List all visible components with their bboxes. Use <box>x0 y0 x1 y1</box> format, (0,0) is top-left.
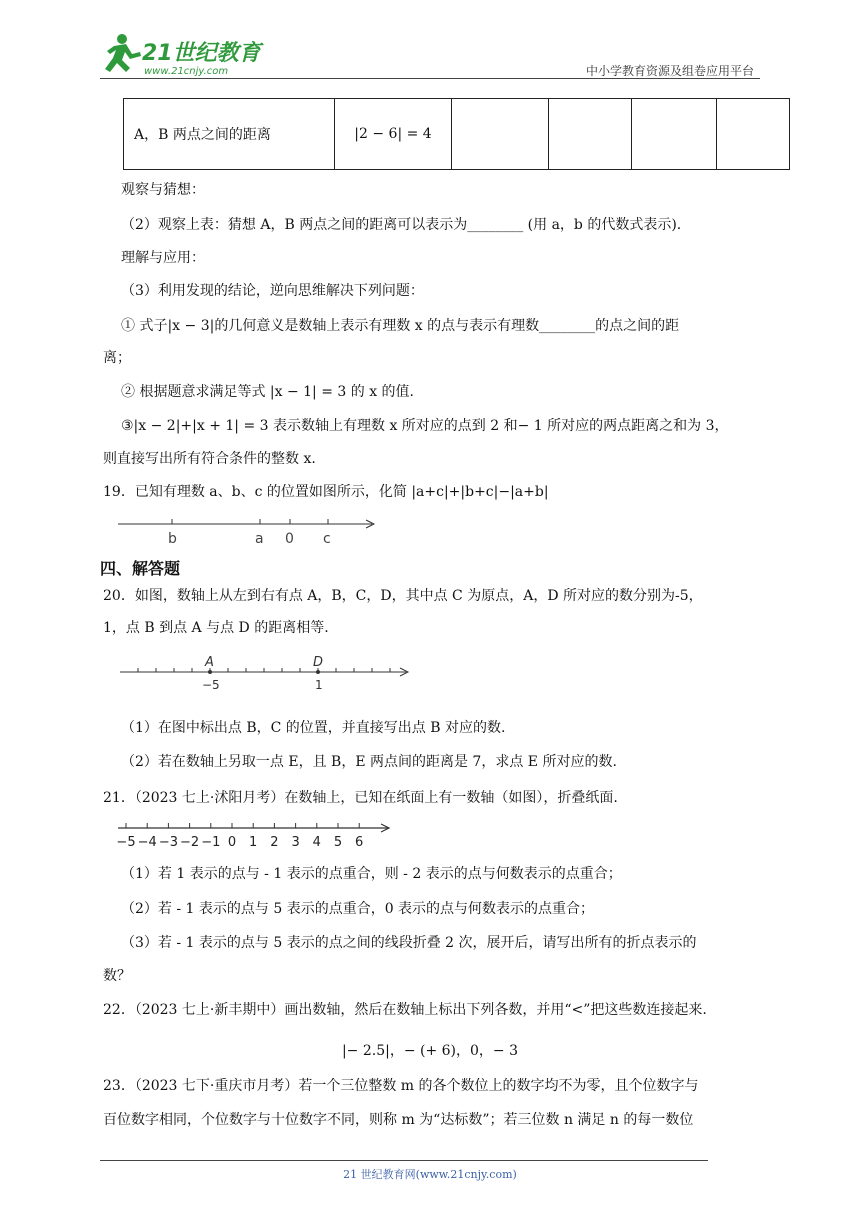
table-cell-value: |2 − 6| = 4 <box>335 99 452 170</box>
tick-label: 0 <box>227 835 237 850</box>
question-21-3-cont: 数？ <box>103 968 131 984</box>
table-cell-empty <box>717 99 790 170</box>
text-understand: 理解与应用： <box>121 250 205 266</box>
value-minus-5: −5 <box>202 678 220 692</box>
tick-label: −4 <box>137 835 157 850</box>
question-21-3: （3）若 - 1 表示的点与 5 表示的点之间的线段折叠 2 次，展开后，请写出所有的折点表示的 <box>121 935 697 951</box>
question-20-cont: 1，点 B 到点 A 与点 D 的距离相等. <box>103 620 329 636</box>
table-row <box>124 99 790 170</box>
question-3-3: ③|x − 2|+|x + 1| = 3 表示数轴上有理数 x 所对应的点到 2 和− 1 所对应的两点距离之和为 3， <box>121 418 729 434</box>
label-0: 0 <box>285 531 294 547</box>
question-3-1: ① 式子|x − 3|的几何意义是数轴上表示有理数 x 的点与表示有理数________的点之间的距 <box>121 318 680 334</box>
question-20: 20．如图，数轴上从左到右有点 A，B，C，D，其中点 C 为原点，A，D 所对应的数分别为-5， <box>103 588 703 604</box>
site-logo <box>92 30 292 82</box>
distance-table <box>123 98 790 170</box>
header-divider <box>100 78 760 79</box>
tick-label: −1 <box>201 835 221 850</box>
tick-label: 5 <box>333 835 343 850</box>
number-line-figure-19 <box>118 512 380 548</box>
question-20-1: （1）在图中标出点 B，C 的位置，并直接写出点 B 对应的数. <box>121 720 506 736</box>
table-cell-empty <box>452 99 549 170</box>
question-21: 21．（2023 七上·沭阳月考）在数轴上，已知在纸面上有一数轴（如图），折叠纸面. <box>103 790 618 806</box>
question-3-1-cont: 离； <box>103 350 131 366</box>
question-23: 23．（2023 七下·重庆市月考）若一个三位整数 m 的各个数位上的数字均不为零，且个位数字与 <box>103 1078 699 1094</box>
runner-icon <box>105 34 141 72</box>
point-a-marker <box>208 670 212 674</box>
footer-text: 21 世纪教育网(www.21cnjy.com) <box>343 1168 517 1181</box>
question-22: 22．（2023 七上·新丰期中）画出数轴，然后在数轴上标出下列各数，并用“<”把这些数连接起来. <box>103 1002 707 1018</box>
question-3-3-cont: 则直接写出所有符合条件的整数 x. <box>103 451 316 467</box>
logo-url: www.21cnjy.com <box>144 66 229 77</box>
number-line-figure-21 <box>118 820 394 854</box>
question-2: （2）观察上表：猜想 A，B 两点之间的距离可以表示为________ (用 a，b 的代数式表示). <box>121 217 682 233</box>
footer-divider <box>100 1160 708 1161</box>
question-21-1: （1）若 1 表示的点与 - 1 表示的点重合，则 - 2 表示的点与何数表示的点重合； <box>121 866 622 882</box>
point-d-marker <box>316 670 320 674</box>
table-cell-empty <box>632 99 717 170</box>
label-a: a <box>255 531 264 547</box>
question-22-numbers: |− 2.5|，− (+ 6)，0，− 3 <box>341 1043 519 1059</box>
tick-label: −2 <box>180 835 200 850</box>
tick-label: 6 <box>355 835 364 850</box>
question-21-2: （2）若 - 1 表示的点与 5 表示的点重合，0 表示的点与何数表示的点重合； <box>121 901 595 917</box>
question-3-2: ② 根据题意求满足等式 |x − 1| = 3 的 x 的值. <box>121 384 415 400</box>
question-3: （3）利用发现的结论，逆向思维解决下列问题： <box>121 283 424 299</box>
table-cell-label: A，B 两点之间的距离 <box>124 99 335 170</box>
question-20-2: （2）若在数轴上另取一点 E，且 B，E 两点间的距离是 7，求点 E 所对应的数. <box>121 754 617 770</box>
label-b: b <box>168 531 177 547</box>
point-a-label: A <box>205 655 214 670</box>
header-platform-text: 中小学教育资源及组卷应用平台 <box>585 64 754 78</box>
table-cell-empty <box>549 99 632 170</box>
tick-label: −3 <box>158 835 178 850</box>
tick-label: 1 <box>249 835 258 850</box>
point-d-label: D <box>313 655 324 670</box>
label-c: c <box>323 531 331 547</box>
section-heading: 四、解答题 <box>100 559 181 578</box>
tick-label: 3 <box>291 835 300 850</box>
value-1: 1 <box>315 678 323 692</box>
number-line-figure-20 <box>120 652 412 694</box>
logo-text: 21世纪教育 <box>142 41 261 66</box>
question-23-cont: 百位数字相同，个位数字与十位数字不同，则称 m 为“达标数”；若三位数 n 满足 n 的每一数位 <box>103 1112 694 1128</box>
tick-label: −5 <box>116 835 136 850</box>
tick-label: 4 <box>312 835 321 850</box>
text-observe: 观察与猜想： <box>121 182 205 198</box>
question-19: 19．已知有理数 a、b、c 的位置如图所示，化简 |a+c|+|b+c|−|a+b| <box>103 484 549 500</box>
tick-label: 2 <box>270 835 279 850</box>
